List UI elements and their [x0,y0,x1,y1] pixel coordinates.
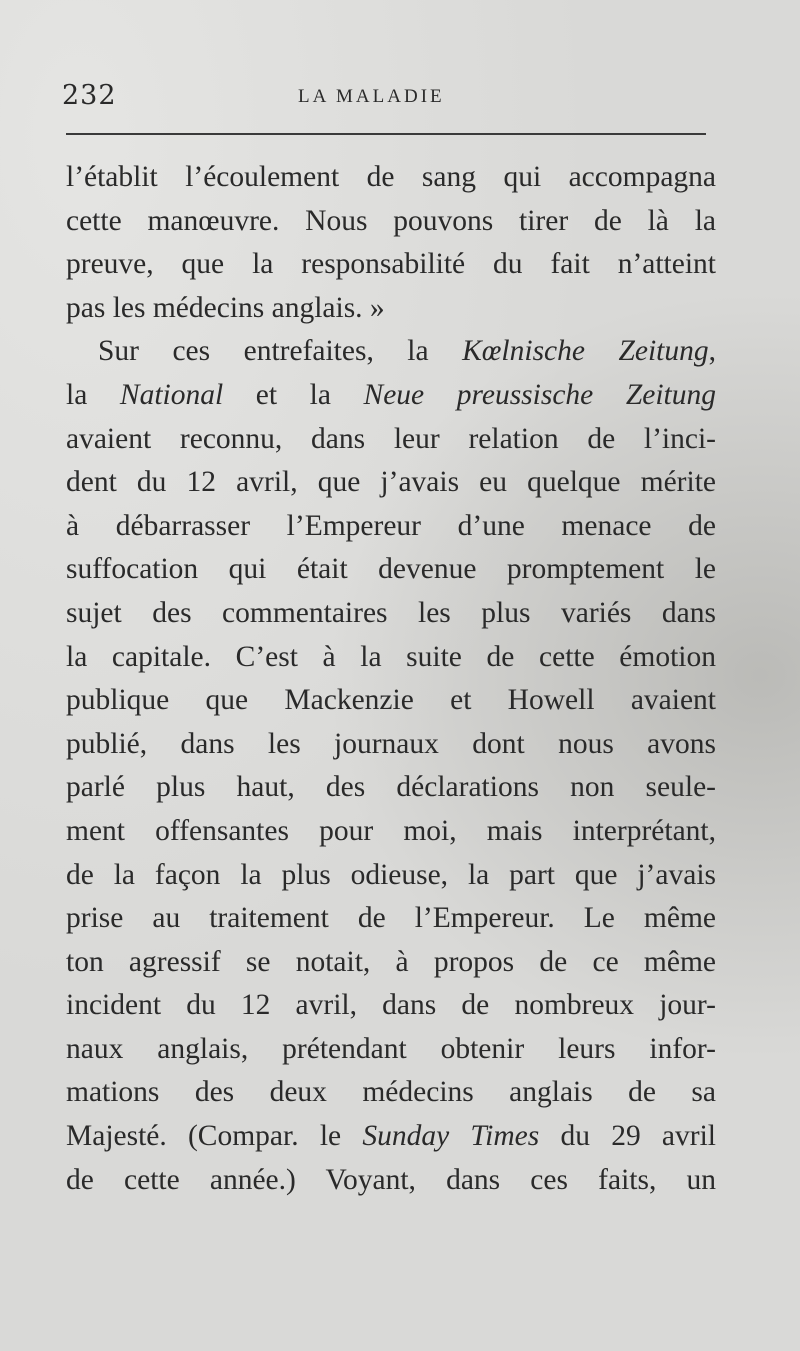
text-line: sujet des commentaires les plus variés dans [66,596,716,629]
line-segment: Sur ces entrefaites, la [98,335,463,368]
text-line: de cette année.) Voyant, dans ces faits, un [66,1163,716,1196]
text-line: cette manœuvre. Nous pouvons tirer de là la [66,204,716,237]
text-line: avaient reconnu, dans leur relation de l’inci- [66,422,716,455]
text-line [66,330,716,374]
newspaper-title: Kœlnische Zeitung [462,335,709,368]
text-line: pas les médecins anglais. » [66,291,385,324]
text-line [66,1115,716,1159]
text-line: la capitale. C’est à la suite de cette émotion [66,640,716,673]
text-line: l’établit l’écoulement de sang qui accompagna [66,161,716,193]
line-segment: Majesté. (Compar. le [66,1120,363,1153]
line-segment: et la [223,378,364,411]
page-number: 232 [62,80,117,111]
text-line: prise au traitement de l’Empereur. Le même [66,902,716,935]
page-header [62,80,712,120]
text-line: parlé plus haut, des déclarations non seule- [66,771,716,804]
text-line: ton agressif se notait, à propos de ce même [66,945,716,978]
line-segment: , [708,335,716,368]
text-line: suffocation qui était devenue promptement le [66,553,716,586]
newspaper-title: National [119,378,224,411]
text-line: à débarrasser l’Empereur d’une menace de [66,509,716,542]
running-head: LA MALADIE [298,86,445,107]
newspaper-title: Neue preussische Zeitung [363,378,717,411]
newspaper-title: Sunday Times [362,1120,540,1153]
text-line: incident du 12 avril, dans de nombreux jour- [66,989,716,1022]
line-segment: la [66,378,120,411]
line-segment: du 29 avril [539,1120,716,1153]
text-line: de la façon la plus odieuse, la part que j’avais [66,858,716,891]
text-line: publique que Mackenzie et Howell avaient [66,684,716,717]
text-line: publié, dans les journaux dont nous avons [66,727,716,760]
text-line: ment offensantes pour moi, mais interprétant, [66,814,716,847]
header-rule [66,133,706,135]
text-line: mations des deux médecins anglais de sa [66,1076,716,1109]
text-line [66,374,716,418]
body-text [66,156,716,1202]
text-line: dent du 12 avril, que j’avais eu quelque mérite [66,466,716,499]
text-line: preuve, que la responsabilité du fait n’atteint [66,248,716,281]
text-line: naux anglais, prétendant obtenir leurs infor- [66,1032,716,1065]
